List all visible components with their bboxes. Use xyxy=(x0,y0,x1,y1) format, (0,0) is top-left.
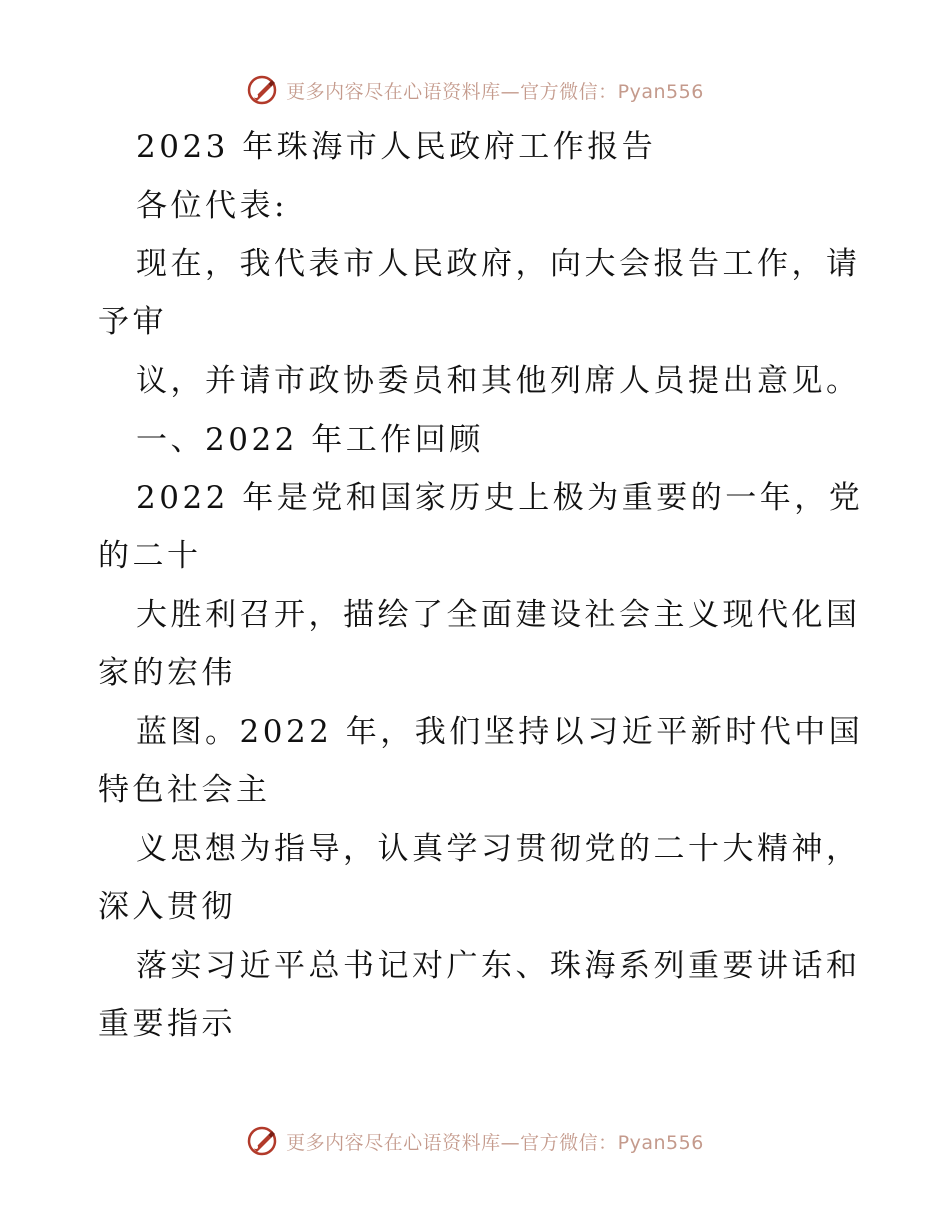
paragraph-line: 落实习近平总书记对广东、珠海系列重要讲话和 xyxy=(136,948,861,984)
paragraph-line: 义思想为指导，认真学习贯彻党的二十大精神， xyxy=(136,831,861,867)
paragraph-line: 深入贯彻 xyxy=(98,889,236,925)
paragraph-line: 现在，我代表市人民政府，向大会报告工作，请 xyxy=(136,246,861,282)
paragraph-line: 蓝图。2022 年，我们坚持以习近平新时代中国 xyxy=(136,714,864,750)
header-watermark xyxy=(0,70,950,110)
footer-watermark xyxy=(0,1121,950,1161)
paragraph-line: 特色社会主 xyxy=(98,772,271,808)
paragraph-line: 议，并请市政协委员和其他列席人员提出意见。 xyxy=(136,363,861,399)
watermark-text: 更多内容尽在心语资料库—官方微信：Pyan556 xyxy=(286,80,704,103)
section-heading: 一、2022 年工作回顾 xyxy=(136,422,484,458)
watermark-text: 更多内容尽在心语资料库—官方微信：Pyan556 xyxy=(286,1131,704,1154)
paragraph-line: 大胜利召开，描绘了全面建设社会主义现代化国 xyxy=(136,597,861,633)
pen-seal-logo-icon xyxy=(246,74,278,106)
paragraph-line: 2022 年是党和国家历史上极为重要的一年，党 xyxy=(136,480,864,516)
salutation: 各位代表: xyxy=(136,188,288,224)
paragraph-line: 予审 xyxy=(98,304,167,340)
document-title: 2023 年珠海市人民政府工作报告 xyxy=(136,129,657,165)
pen-seal-logo-icon xyxy=(246,1125,278,1157)
paragraph-line: 重要指示 xyxy=(98,1006,236,1042)
paragraph-line: 家的宏伟 xyxy=(98,655,236,691)
paragraph-line: 的二十 xyxy=(98,538,202,574)
